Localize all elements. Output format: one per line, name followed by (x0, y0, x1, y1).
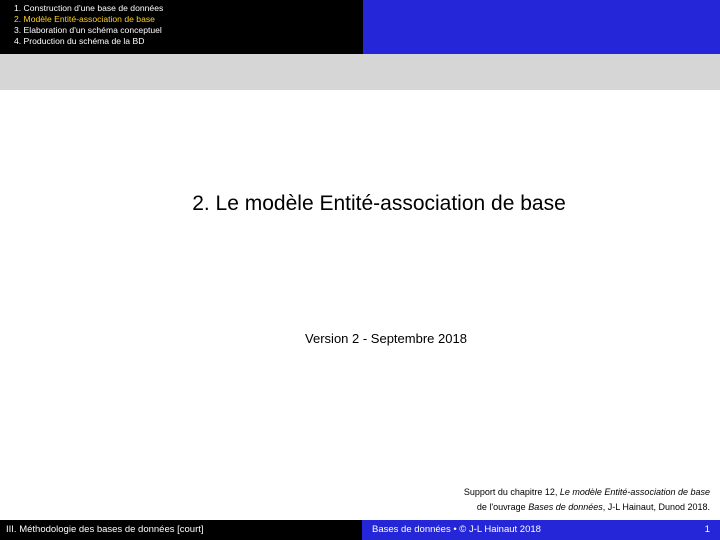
section-nav (0, 0, 363, 54)
footer-credit: Bases de données • © J-L Hainaut 2018 (372, 524, 541, 535)
support-line-1 (390, 485, 710, 500)
nav-item-modele-ea[interactable]: 2. Modèle Entité-association de base (14, 14, 155, 24)
support-note (390, 485, 710, 515)
support-line-2 (390, 500, 710, 515)
nav-item-elaboration[interactable]: 3. Elaboration d'un schéma conceptuel (14, 25, 162, 35)
page-number: 1 (704, 524, 710, 535)
nav-item-construction[interactable]: 1. Construction d'une base de données (14, 3, 164, 13)
support-line-1-prefix: Support du chapitre 12, (463, 487, 560, 497)
support-line-2-prefix: de l'ouvrage (476, 502, 529, 512)
header-gray-band (0, 54, 720, 90)
version-label: Version 2 - Septembre 2018 (305, 331, 467, 346)
support-chapter-title: Le modèle Entité-association de base (559, 487, 710, 497)
footer-course: III. Méthodologie des bases de données [court] (0, 520, 362, 540)
header-accent-panel (363, 0, 720, 54)
support-book-title: Bases de données (528, 502, 603, 512)
footer-right-panel (362, 520, 720, 540)
support-line-2-suffix: , J-L Hainaut, Dunod 2018. (602, 502, 710, 512)
slide-title: 2. Le modèle Entité-association de base (192, 192, 566, 215)
nav-item-production[interactable]: 4. Production du schéma de la BD (14, 36, 145, 46)
